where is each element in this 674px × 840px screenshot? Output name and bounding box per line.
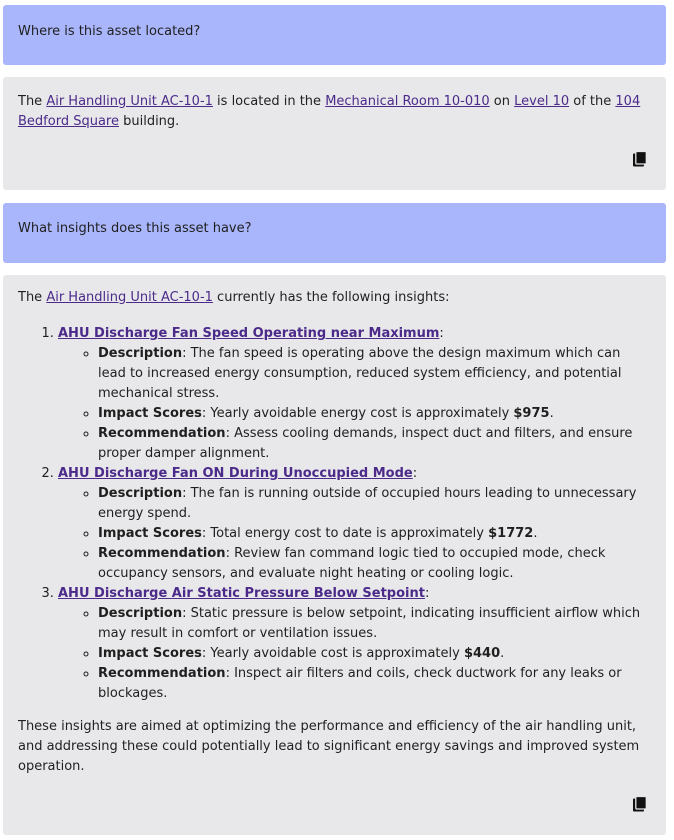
answer-paragraph	[18, 92, 650, 132]
copy-icon	[633, 796, 647, 812]
insight-description: ◦ Description: The fan is running outside of occupied hours leading to unnecessary energy spend.	[98, 484, 650, 524]
answer-text: The	[18, 290, 47, 305]
insight-recommendation: ◦ Recommendation: Assess cooling demands, inspect duct and filters, and ensure proper damper alignment.	[98, 424, 650, 464]
insight-item: 3. AHU Discharge Air Static Pressure Below Setpoint: ◦ Description: Static pressure is below setpoint, indicating insufficient airflow which may result in comfort or ventilation issues. ◦ Impact Scores: Yearly avoidable cost is approximately $440. ◦ Recommendation: Inspect air filters and coils, check ductwork for any leaks or blockages.	[58, 584, 650, 704]
insight-impact: ◦ Impact Scores: Yearly avoidable energy cost is approximately $975.	[98, 404, 650, 424]
insight-recommendation: ◦ Recommendation: Inspect air filters and coils, check ductwork for any leaks or blockages.	[98, 664, 650, 704]
insights-list	[18, 324, 650, 704]
insight-title-link[interactable]: AHU Discharge Air Static Pressure Below Setpoint	[58, 586, 425, 601]
insight-title-link[interactable]: AHU Discharge Fan ON During Unoccupied Mode	[58, 466, 413, 481]
level-link[interactable]: Level 10	[514, 94, 570, 109]
answer-text: is located in the	[212, 94, 326, 109]
insight-details	[58, 344, 650, 464]
answer-text: The	[18, 94, 47, 109]
insight-impact: ◦ Impact Scores: Total energy cost to date is approximately $1772.	[98, 524, 650, 544]
copy-button[interactable]	[633, 796, 647, 812]
room-link[interactable]: Mechanical Room 10-010	[325, 94, 490, 109]
insight-item: 1. AHU Discharge Fan Speed Operating near Maximum: ◦ Description: The fan speed is operating above the design maximum which can lead to increased energy consumption, reduced system efficiency, and potential mechanical stress. ◦ Impact Scores: Yearly avoidable energy cost is approximately $975. ◦ Recommendation: Assess cooling demands, inspect duct and filters, and ensure proper damper alignment.	[58, 324, 650, 464]
assistant-message-insights	[3, 275, 666, 835]
building-link[interactable]: 104 Bedford Square	[18, 94, 641, 129]
insight-impact: ◦ Impact Scores: Yearly avoidable cost is approximately $440.	[98, 644, 650, 664]
answer-text: building.	[118, 114, 180, 129]
user-message-text: Where is this asset located?	[18, 24, 201, 39]
insight-description: ◦ Description: Static pressure is below setpoint, indicating insufficient airflow which may result in comfort or ventilation issues.	[98, 604, 650, 644]
answer-text: on	[489, 94, 515, 109]
insight-details	[58, 484, 650, 584]
assistant-message-location	[3, 77, 666, 190]
answer-text: of the	[569, 94, 616, 109]
user-message-insights	[3, 203, 666, 263]
copy-icon	[633, 151, 647, 167]
insight-title-link[interactable]: AHU Discharge Fan Speed Operating near Maximum	[58, 326, 440, 341]
insight-recommendation: ◦ Recommendation: Review fan command logic tied to occupied mode, check occupancy sensors, and evaluate night heating or cooling logic.	[98, 544, 650, 584]
asset-link[interactable]: Air Handling Unit AC-10-1	[46, 290, 213, 305]
answer-intro	[18, 288, 650, 308]
insight-description: ◦ Description: The fan speed is operating above the design maximum which can lead to increased energy consumption, reduced system efficiency, and potential mechanical stress.	[98, 344, 650, 404]
insight-item: 2. AHU Discharge Fan ON During Unoccupied Mode: ◦ Description: The fan is running outside of occupied hours leading to unnecessary energy spend. ◦ Impact Scores: Total energy cost to date is approximately $1772. ◦ Recommendation: Review fan command logic tied to occupied mode, check occupancy sensors, and evaluate night heating or cooling logic.	[58, 464, 650, 584]
insight-details	[58, 604, 650, 704]
answer-closing: These insights are aimed at optimizing the performance and efficiency of the air handling unit, and addressing these could potentially lead to significant energy savings and improved system operation.	[18, 719, 640, 774]
asset-link[interactable]: Air Handling Unit AC-10-1	[46, 94, 213, 109]
copy-button[interactable]	[633, 151, 647, 167]
user-message-location	[3, 5, 666, 65]
answer-text: currently has the following insights:	[212, 290, 450, 305]
user-message-text: What insights does this asset have?	[18, 221, 252, 236]
